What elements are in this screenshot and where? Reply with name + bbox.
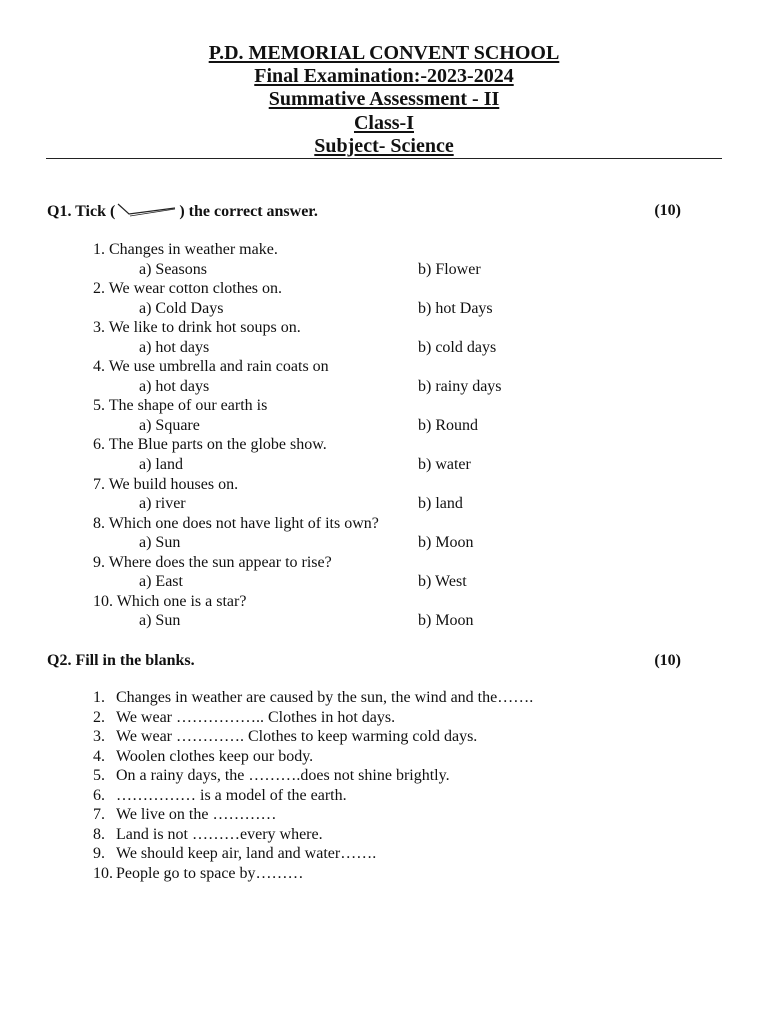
mcq-question: 7. We build houses on.	[93, 475, 239, 493]
blank-number: 3.	[93, 728, 105, 746]
option-b: b) West	[418, 573, 467, 591]
blank-text: We live on the …………	[116, 806, 277, 824]
blank-item	[93, 766, 713, 786]
class-title: Class-I	[353, 111, 414, 134]
mcq-question: 8. Which one does not have light of its own?	[93, 514, 379, 532]
assessment-title: Summative Assessment - II	[268, 88, 500, 111]
blank-item	[93, 708, 713, 728]
mcq-options	[93, 299, 693, 319]
mcq-options	[93, 611, 693, 631]
q2-heading	[47, 651, 687, 671]
q1-question-list	[93, 240, 693, 631]
blank-text: Woolen clothes keep our body.	[116, 747, 314, 765]
blank-item	[93, 805, 713, 825]
blank-number: 7.	[93, 806, 105, 824]
option-a: a) land	[139, 456, 183, 474]
q1-label-suffix: ) the correct answer.	[179, 203, 318, 220]
option-a: a) Sun	[139, 612, 181, 630]
mcq-options	[93, 533, 693, 553]
subject-title: Subject- Science	[314, 134, 454, 157]
option-a: a) Square	[139, 416, 200, 434]
blank-text: People go to space by………	[116, 864, 304, 882]
mcq-question: 2. We wear cotton clothes on.	[93, 280, 283, 298]
mcq-options	[93, 455, 693, 475]
blank-item	[93, 864, 713, 884]
blank-text: We wear …………. Clothes to keep warming cold days.	[116, 728, 478, 746]
mcq-question: 6. The Blue parts on the globe show.	[93, 436, 327, 454]
blank-text: Changes in weather are caused by the sun, the wind and the…….	[116, 689, 534, 706]
option-a: a) Cold Days	[139, 299, 224, 317]
blank-text: We wear …………….. Clothes in hot days.	[116, 708, 396, 726]
option-a: a) Seasons	[139, 260, 207, 278]
option-a: a) hot days	[139, 377, 210, 395]
q2-label: Q2. Fill in the blanks.	[47, 652, 195, 669]
mcq-options	[93, 416, 693, 436]
blank-item	[93, 747, 713, 767]
exam-title: Final Examination:-2023-2024	[254, 65, 514, 88]
mcq-options	[93, 338, 693, 358]
mcq-options	[93, 260, 693, 280]
q2-marks: (10)	[654, 652, 681, 669]
mcq-options	[93, 494, 693, 514]
blank-item	[93, 786, 713, 806]
blank-number: 8.	[93, 825, 105, 843]
mcq-options	[93, 377, 693, 397]
blank-number: 5.	[93, 767, 105, 785]
mcq-question: 10. Which one is a star?	[93, 592, 247, 610]
option-b: b) Moon	[418, 612, 474, 630]
tick-mark-icon	[115, 201, 179, 221]
q1-heading	[47, 201, 687, 222]
blank-item	[93, 727, 713, 747]
blank-text: …………… is a model of the earth.	[116, 786, 347, 804]
header-divider	[46, 158, 722, 159]
option-b: b) Moon	[418, 534, 474, 552]
option-a: a) river	[139, 495, 186, 513]
blank-text: Land is not ………every where.	[116, 825, 323, 843]
blank-number: 1.	[93, 689, 105, 706]
option-b: b) land	[418, 495, 463, 513]
option-b: b) cold days	[418, 338, 497, 356]
option-b: b) water	[418, 456, 471, 474]
blank-item	[93, 688, 713, 708]
exam-header	[0, 42, 768, 158]
option-b: b) hot Days	[418, 299, 493, 317]
q1-marks: (10)	[654, 202, 681, 219]
blank-item	[93, 844, 713, 864]
school-name: P.D. MEMORIAL CONVENT SCHOOL	[208, 42, 560, 64]
option-b: b) rainy days	[418, 377, 502, 395]
blank-text: On a rainy days, the ……….does not shine brightly.	[116, 767, 450, 785]
mcq-question: 1. Changes in weather make.	[93, 241, 278, 258]
option-b: b) Flower	[418, 260, 481, 278]
q2-blank-list	[93, 688, 713, 883]
option-a: a) hot days	[139, 338, 210, 356]
mcq-question: 5. The shape of our earth is	[93, 397, 268, 415]
blank-number: 6.	[93, 786, 105, 804]
option-a: a) East	[139, 573, 183, 591]
blank-item	[93, 825, 713, 845]
blank-number: 4.	[93, 747, 105, 765]
option-a: a) Sun	[139, 534, 181, 552]
mcq-question: 3. We like to drink hot soups on.	[93, 319, 301, 337]
blank-number: 10.	[93, 864, 113, 882]
blank-number: 2.	[93, 708, 105, 726]
mcq-question: 9. Where does the sun appear to rise?	[93, 553, 332, 571]
option-b: b) Round	[418, 416, 478, 434]
mcq-options	[93, 572, 693, 592]
blank-number: 9.	[93, 845, 105, 863]
blank-text: We should keep air, land and water…….	[116, 845, 377, 863]
q1-label-prefix: Q1. Tick (	[47, 203, 116, 220]
mcq-question: 4. We use umbrella and rain coats on	[93, 358, 329, 376]
